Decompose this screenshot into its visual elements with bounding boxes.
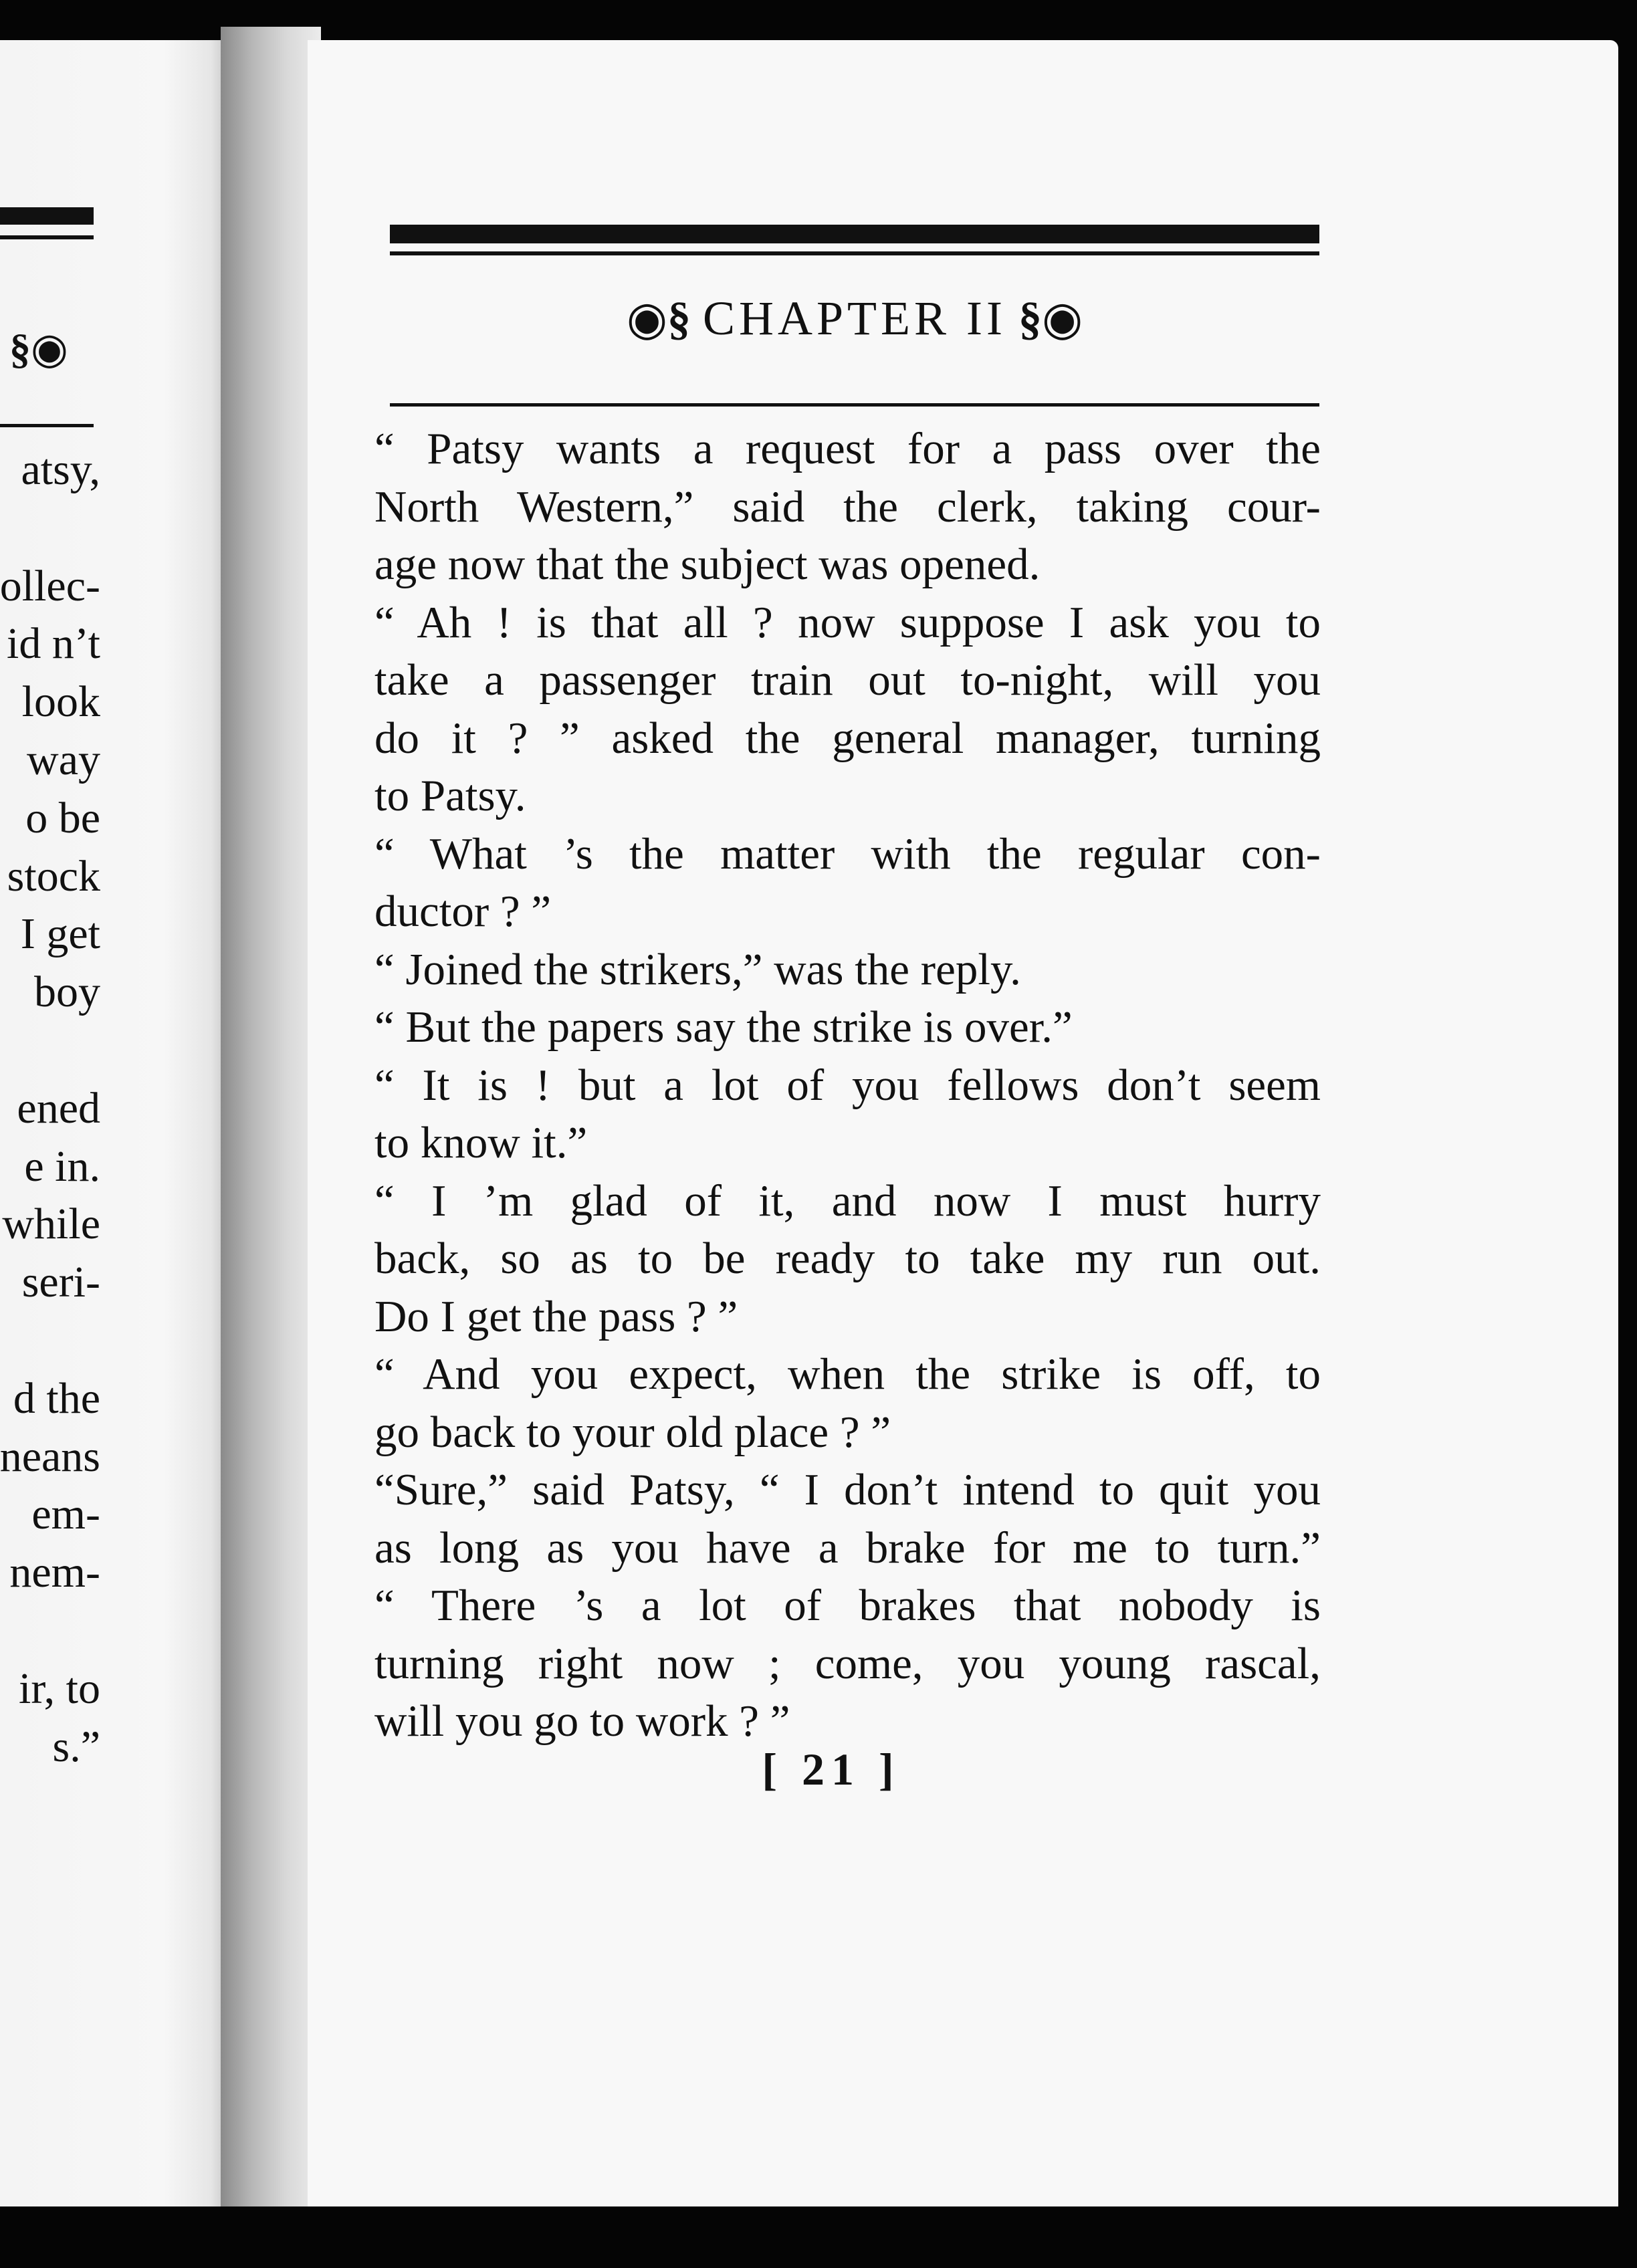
chapter-heading [390,294,1319,343]
left-page-line-fragment: ollec- [0,561,100,610]
left-facing-page [0,40,234,2206]
left-page-line-fragment [0,1312,100,1370]
left-page-line-fragment: ir, to [18,1664,100,1713]
chapter-title: CHAPTER II [703,292,1006,345]
left-page-heading-underline [0,424,94,427]
left-page-line-fragment: stock [7,851,100,901]
text-line: “ It is ! but a lot of you fellows don’t seem [374,1060,1321,1110]
left-page-line-fragment: ened [17,1083,100,1133]
header-thin-rule [390,251,1319,255]
text-line: Do I get the pass ? ” [374,1291,738,1341]
left-page-line-fragment [0,1022,100,1080]
text-line: “ But the papers say the strike is over.” [374,1002,1073,1052]
text-line: to Patsy. [374,771,526,820]
text-line: turning right now ; come, you young rascal, [374,1638,1321,1688]
left-page-ornament: §◉ [9,325,68,372]
left-page-line-fragment: seri- [21,1258,100,1307]
text-line: take a passenger train out to-night, will you [374,655,1321,705]
left-page-line-fragment: boy [34,968,100,1017]
left-page-line-fragment: d the [13,1373,100,1423]
text-line: ductor ? ” [374,887,552,936]
text-line: “ And you expect, when the strike is off, to [374,1349,1321,1399]
left-page-line-fragment [0,499,100,558]
text-line: “Sure,” said Patsy, “ I don’t intend to quit you [374,1465,1321,1514]
left-page-line-fragment: while [2,1200,100,1249]
text-line: “ What ’s the matter with the regular con- [374,828,1321,879]
left-page-line-fragment: em- [31,1490,100,1539]
text-line: “ Joined the strikers,” was the reply. [374,944,1021,994]
left-page-thin-rule [0,235,94,239]
text-line: North Western,” said the clerk, taking cour- [374,481,1321,532]
left-page-line-fragment: nem- [9,1548,100,1597]
fleuron-left-icon: ◉§ [626,294,691,345]
chapter-body-text [374,420,1321,1750]
left-page-text-fragments [0,441,100,1776]
left-page-line-fragment: neans [0,1432,100,1481]
text-line: as long as you have a brake for me to turn.” [374,1522,1321,1573]
text-line: go back to your old place ? ” [374,1407,891,1457]
left-page-line-fragment: way [27,735,100,784]
text-line: age now that the subject was opened. [374,540,1041,589]
text-line: back, so as to be ready to take my run out. [374,1234,1321,1283]
left-page-line-fragment: I get [20,909,100,959]
left-page-line-fragment: atsy, [21,445,100,494]
page-number: [ 21 ] [762,1744,901,1795]
fleuron-right-icon: §◉ [1018,294,1083,345]
header-heavy-rule [390,225,1319,243]
text-line: “ Ah ! is that all ? now suppose I ask you to [374,597,1321,647]
left-page-line-fragment: o be [25,793,100,842]
book-gutter-shadow [221,27,321,2206]
text-line: “ I ’m glad of it, and now I must hurry [374,1175,1321,1226]
left-page-heavy-rule [0,207,94,225]
left-page-line-fragment: id n’t [7,619,100,669]
text-line: “ Patsy wants a request for a pass over the [374,424,1321,473]
text-line: to know it.” [374,1118,588,1167]
text-line: do it ? ” asked the general manager, turning [374,713,1321,763]
left-page-line-fragment [0,1602,100,1660]
left-page-line-fragment: look [21,677,100,727]
text-line: will you go to work ? ” [374,1696,790,1746]
left-page-line-fragment: e in. [24,1141,100,1191]
heading-underline-rule [390,403,1319,407]
left-page-line-fragment: s.” [52,1722,100,1771]
text-line: “ There ’s a lot of brakes that nobody is [374,1581,1321,1630]
